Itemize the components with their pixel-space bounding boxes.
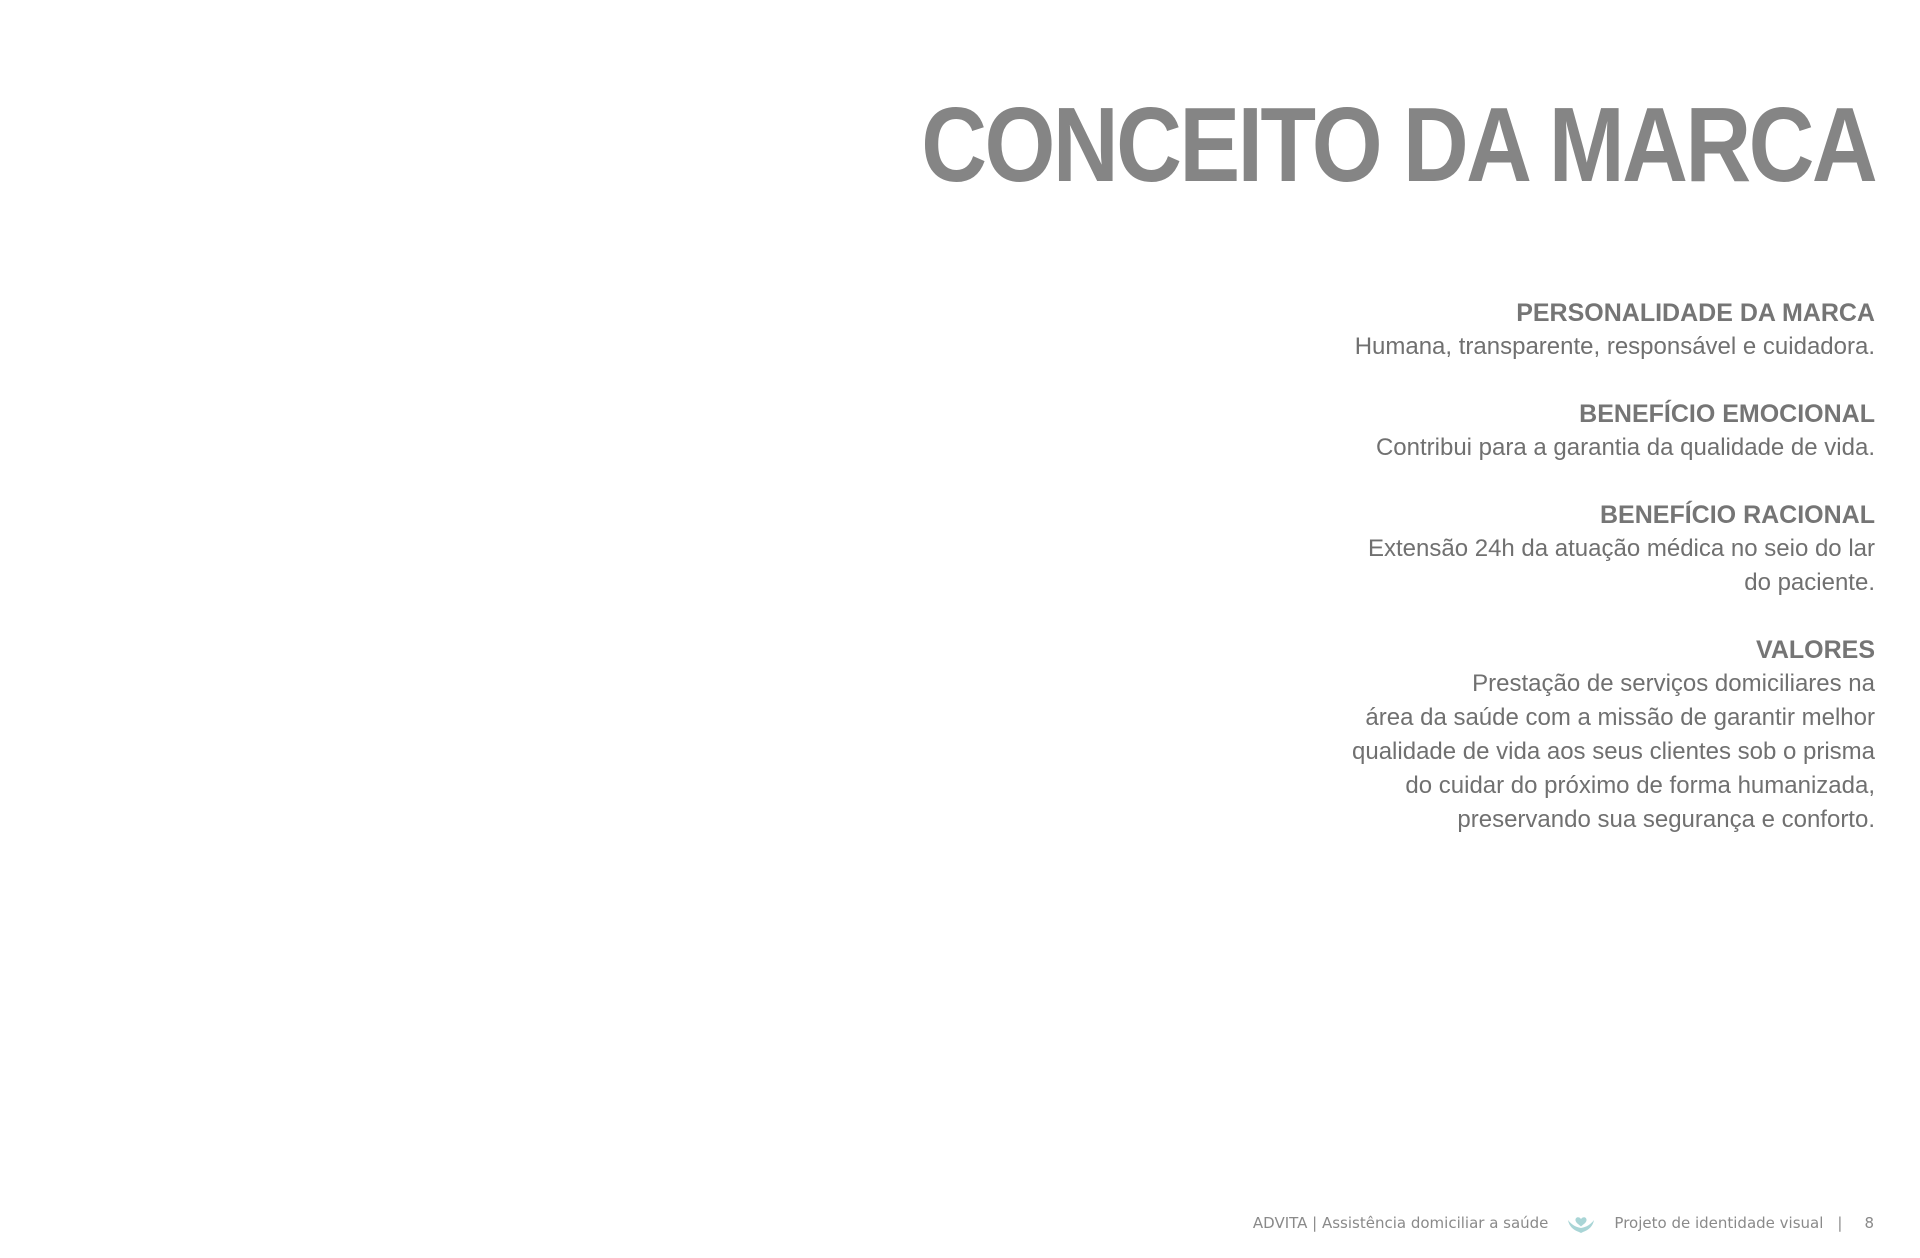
page-number: 8 (1864, 1214, 1874, 1232)
section-heading: BENEFÍCIO RACIONAL (1600, 501, 1875, 529)
brand-concept-content (1255, 296, 1875, 870)
page-title: CONCEITO DA MARCA (921, 86, 1875, 204)
section-body: Humana, transparente, responsável e cuidadora. (1354, 333, 1875, 360)
section-heading: PERSONALIDADE DA MARCA (1516, 299, 1875, 327)
section-body: Contribui para a garantia da qualidade de vida. (1375, 434, 1875, 461)
section-heading: BENEFÍCIO EMOCIONAL (1579, 400, 1875, 428)
section-personality (1255, 296, 1875, 364)
footer-project-text: Projeto de identidade visual (1614, 1214, 1824, 1232)
footer-brand-text: ADVITA | Assistência domiciliar a saúde (1252, 1214, 1549, 1232)
section-emotional-benefit (1255, 397, 1875, 465)
section-values (1255, 633, 1875, 837)
footer-separator: | (1837, 1214, 1843, 1232)
section-rational-benefit (1255, 498, 1875, 600)
section-body: Extensão 24h da atuação médica no seio do lar do paciente. (1367, 535, 1875, 596)
section-heading: VALORES (1756, 636, 1875, 664)
section-body: Prestação de serviços domiciliares na área da saúde com a missão de garantir melhor qualidade de vida aos seus clientes sob o prisma do cuidar do próximo de forma humanizada, preservando sua segurança e conforto. (1352, 670, 1875, 833)
page-footer (1253, 1211, 1874, 1235)
hands-heart-logo-icon (1566, 1211, 1596, 1235)
